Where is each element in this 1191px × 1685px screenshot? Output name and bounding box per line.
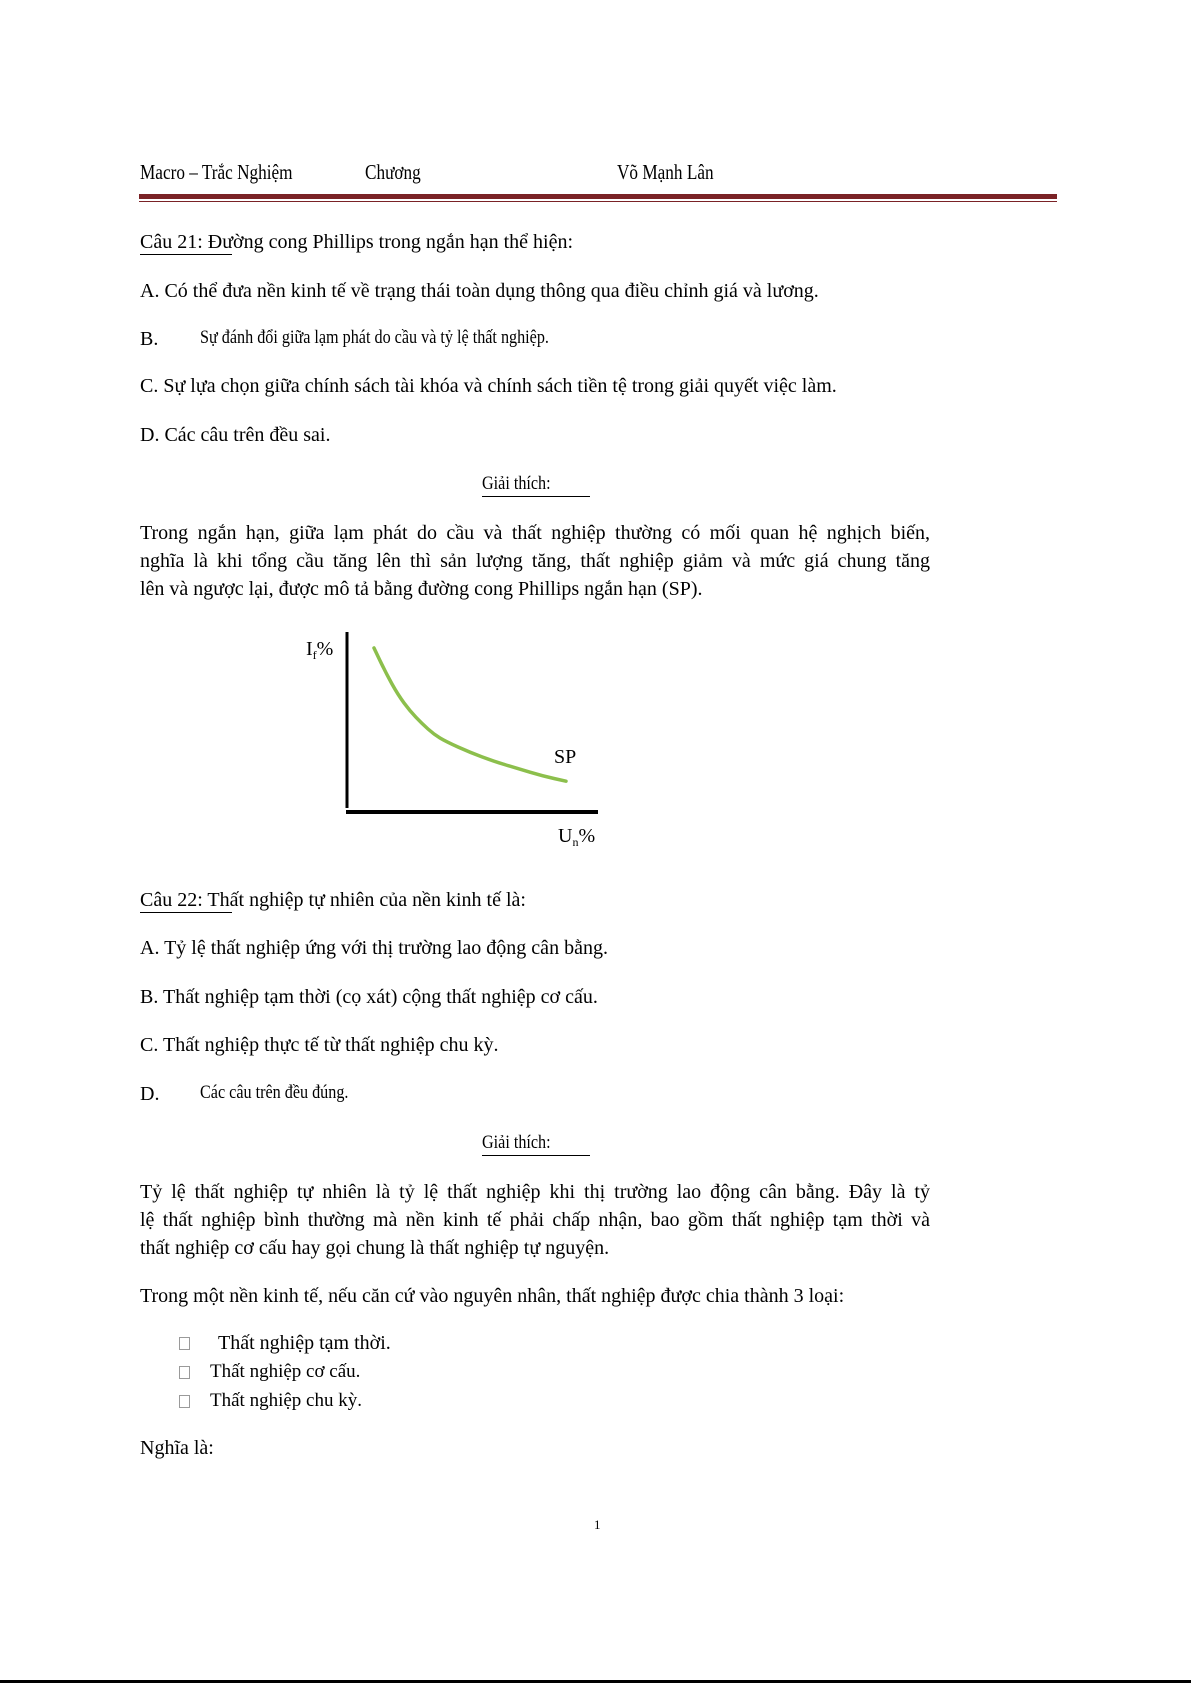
- page-number: 1: [594, 1517, 601, 1532]
- header-rule: [139, 194, 1057, 199]
- question-22-explain-heading: [482, 1131, 563, 1156]
- question-21-explain-underline: [482, 496, 590, 497]
- question-21-title: Câu 21: Đường cong Phillips trong ngắn hạn thể hiện:: [140, 231, 574, 253]
- question-21-option-c: C. Sự lựa chọn giữa chính sách tài khóa và chính sách tiền tệ trong giải quyết việc làm.: [140, 375, 837, 397]
- question-21-explain-heading: [482, 472, 563, 497]
- question-22-explanation: [140, 1178, 930, 1262]
- question-22-option-b: B. Thất nghiệp tạm thời (cọ xát) cộng thất nghiệp cơ cấu.: [140, 986, 598, 1008]
- bottom-rule: [0, 1680, 1191, 1683]
- header-course-title: Macro – Trắc Nghiệm: [140, 160, 293, 184]
- phillips-curve-svg: [300, 630, 620, 850]
- unemployment-types-intro: Trong một nền kinh tế, nếu căn cứ vào nguyên nhân, thất nghiệp được chia thành 3 loại:: [140, 1285, 845, 1307]
- question-21-option-a: A. Có thể đưa nền kinh tế về trạng thái toàn dụng thông qua điều chỉnh giá và lương.: [140, 280, 819, 302]
- sp-curve-label: SP: [554, 746, 577, 769]
- list-item: Thất nghiệp cơ cấu.: [210, 1361, 361, 1382]
- question-21-option-b-text: Sự đánh đổi giữa lạm phát do cầu và tỷ lệ thất nghiệp.: [200, 327, 549, 348]
- header-author: Võ Mạnh Lân: [617, 160, 714, 184]
- question-22-explain-label: Giải thích:: [482, 1132, 551, 1153]
- meaning-label: Nghĩa là:: [140, 1437, 214, 1459]
- list-item: Thất nghiệp tạm thời.: [218, 1332, 391, 1354]
- question-21-option-d: D. Các câu trên đều sai.: [140, 424, 331, 446]
- sp-curve-line: [374, 648, 566, 781]
- header-chapter: Chương: [365, 160, 421, 184]
- bullet-box-icon: [179, 1395, 190, 1408]
- explanation-line: thất nghiệp cơ cấu hay gọi chung là thất nghiệp tự nguyện.: [140, 1237, 610, 1259]
- explanation-line: Tỷ lệ thất nghiệp tự nhiên là tỷ lệ thất nghiệp khi thị trường lao động cân bằng. Đây là tỷ: [140, 1181, 930, 1203]
- explanation-line: Trong ngắn hạn, giữa lạm phát do cầu và thất nghiệp thường có mối quan hệ nghịch biến,: [140, 522, 930, 544]
- bullet-box-icon: [179, 1337, 190, 1350]
- question-21-underline: [140, 254, 232, 255]
- bullet-box-icon: [179, 1366, 190, 1379]
- question-22-option-d: [200, 1081, 375, 1106]
- question-22-explain-underline: [482, 1155, 590, 1156]
- list-item: Thất nghiệp chu kỳ.: [210, 1390, 362, 1411]
- question-21-option-b: [200, 326, 611, 351]
- explanation-line: lệ thất nghiệp bình thường mà nền kinh tế phải chấp nhận, bao gồm thất nghiệp tạm thời và: [140, 1209, 930, 1231]
- phillips-curve-chart: [300, 630, 620, 850]
- question-21-option-b-letter: B.: [140, 328, 159, 350]
- explanation-line: lên và ngược lại, được mô tả bằng đường cong Phillips ngắn hạn (SP).: [140, 578, 703, 600]
- y-axis-label: $I_f\%$: [306, 638, 334, 662]
- question-21-explain-label: Giải thích:: [482, 473, 551, 494]
- question-21-explanation: [140, 519, 930, 603]
- question-22-option-d-letter: D.: [140, 1083, 160, 1105]
- question-22-option-a: A. Tỷ lệ thất nghiệp ứng với thị trường lao động cân bằng.: [140, 937, 608, 959]
- x-axis-label: $U_n\%$: [558, 825, 596, 849]
- question-22-title: Câu 22: Thất nghiệp tự nhiên của nền kinh tế là:: [140, 889, 526, 911]
- explanation-line: nghĩa là khi tổng cầu tăng lên thì sản lượng tăng, thất nghiệp giảm và mức giá chung tăng: [140, 550, 930, 572]
- header-rule-thin: [139, 201, 1057, 202]
- question-22-option-c: C. Thất nghiệp thực tế từ thất nghiệp chu kỳ.: [140, 1034, 499, 1056]
- question-22-underline: [140, 912, 232, 913]
- question-22-option-d-text: Các câu trên đều đúng.: [200, 1082, 349, 1103]
